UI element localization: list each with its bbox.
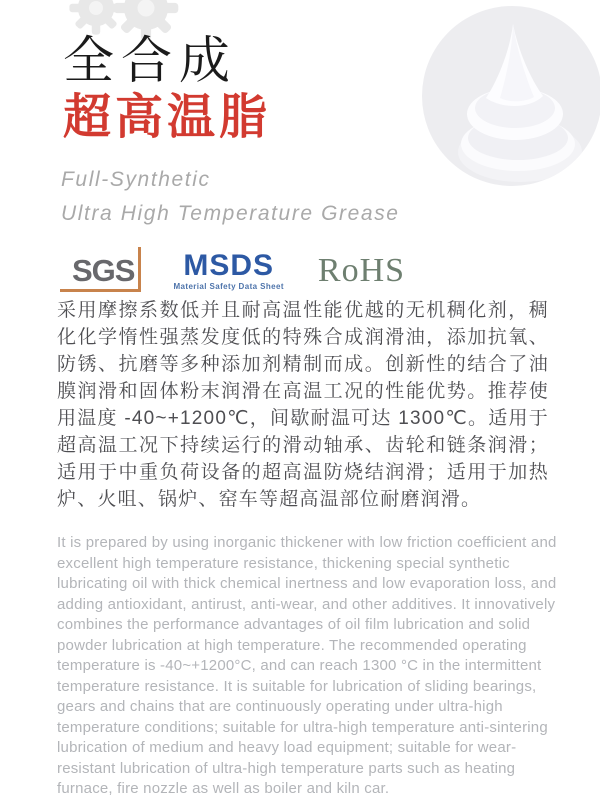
title-line1: 全合成 [63, 32, 238, 89]
sgs-logo-label: SGS [72, 253, 135, 288]
subtitle-line2: Ultra High Temperature Grease [61, 202, 400, 225]
title-line2: 超高温脂 [63, 91, 272, 144]
product-image [422, 6, 600, 186]
rohs-logo-label: RoHS [317, 252, 406, 289]
subtitle-line1: Full-Synthetic [61, 168, 211, 191]
page-title [63, 30, 271, 144]
page-subtitle [61, 163, 400, 231]
msds-logo-label: MSDS [183, 249, 275, 282]
description-english: It is prepared by using inorganic thickener with low friction coefficient and excellent high temperature resistance, thickening special synthetic lubricating oil with thick chemical inertness and low evaporation loss, and adding antioxidant, antirust, anti-wear, and other additives. It innovatively combines the performance advantages of oil film lubrication and solid powder lubrication at high temperature. The recommended operating temperature is -40~+1200°C, and can reach 1300 °C in the intermittent temperature resistance. It is suitable for lubrication of sliding bearings, gears and chains that are continuously operating under ultra-high temperature conditions; suitable for ultra-high temperature anti-sintering lubrication of medium and heavy load equipment; suitable for wear-resistant lubrication of ultra-high temperature parts such as heating furnace, fire nozzle as well as boiler and kiln car. [57, 534, 557, 797]
certification-logos [60, 236, 405, 292]
msds-logo-sublabel: Material Safety Data Sheet [173, 282, 284, 291]
msds-logo [173, 251, 283, 292]
rohs-logo [318, 254, 405, 292]
description-chinese: 采用摩擦系数低并且耐高温性能优越的无机稠化剂，稠化化学惰性强蒸发度低的特殊合成润滑油，添加抗氧、防锈、抗磨等多种添加剂精制而成。创新性的结合了油膜润滑和固体粉末润滑在高温工况的性能优势。推荐使用温度 -40~+1200℃，间歇耐温可达 1300℃。适用于超高温工况下持续运行的滑动轴承、齿轮和链条润滑；适用于中重负荷设备的超高温防烧结润滑；适用于加热炉、火咀、锅炉、窑车等超高温部位耐磨润滑。 [57, 300, 549, 510]
sgs-logo [60, 255, 141, 292]
